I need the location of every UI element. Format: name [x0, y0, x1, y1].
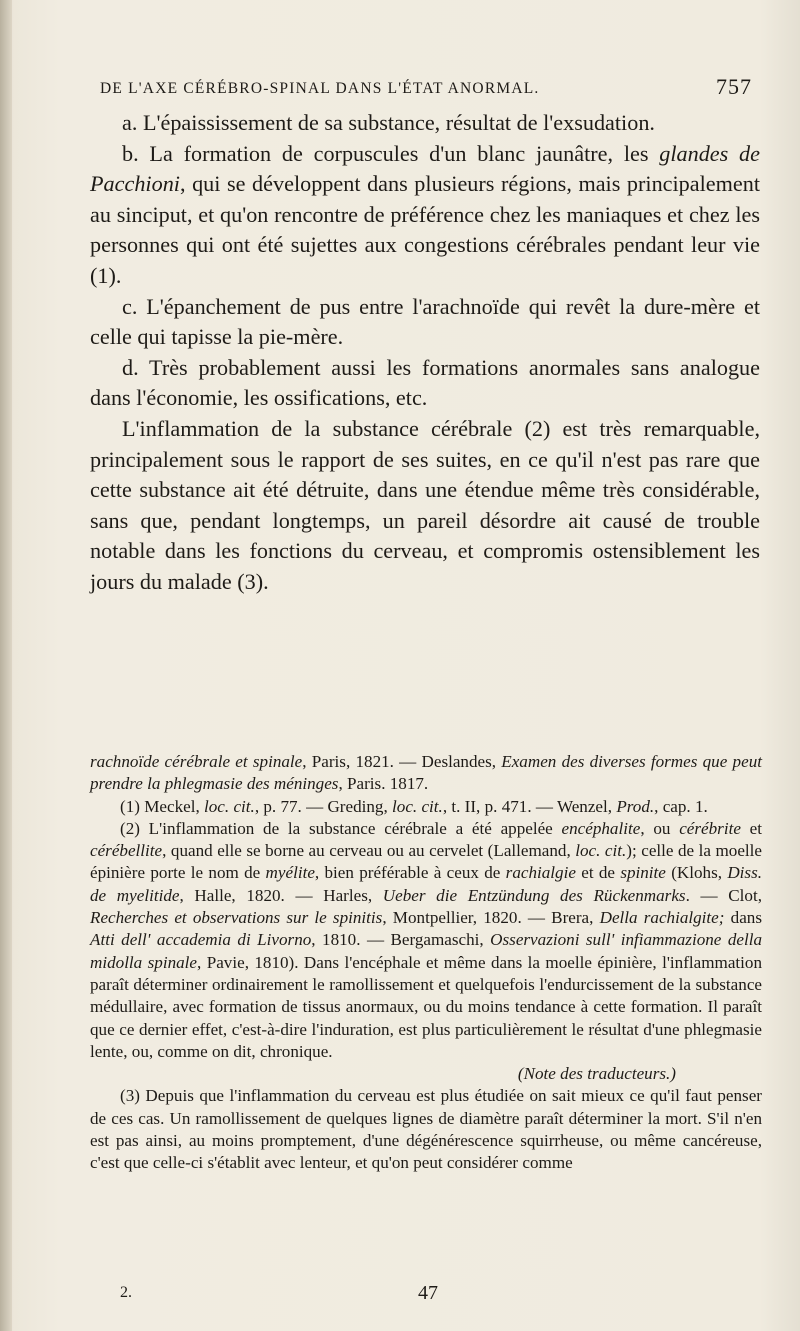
main-text [90, 108, 760, 598]
footnote-3: (3) Depuis que l'inflammation du cerveau est plus étudiée on sait mieux ce qu'il faut penser de ces cas. Un ramollissement de quelques lignes de diamètre paraît déterminer la mort. S'il n'en est pas ainsi, au moins promptement, d'une dégénérescence squirrheuse, ou même cancéreuse, c'est que celle-ci s'établit avec lenteur, et qu'on peut considérer comme [90, 1086, 762, 1173]
footnote-1: (1) Meckel, loc. cit., p. 77. — Greding, loc. cit., t. II, p. 471. — Wenzel, Prod., cap. 1. [120, 796, 708, 816]
footnote-2: (2) L'inflammation de la substance cérébrale a été appelée encéphalite, ou cérébrite et cérébellite, quand elle se borne au cerveau ou au cervelet (Lallemand, loc. cit.); celle de la moelle épinière porte le nom de myélite, bien préférable à ceux de rachialgie et de spinite (Klohs, Diss. de myelitide, Halle, 1820. — Harles, Ueber die Entzündung des Rückenmarks. — Clot, Recherches et observations sur le spinitis, Montpellier, 1820. — Brera, Della rachialgite; dans Atti dell' accademia di Livorno, 1810. — Bergamaschi, Osservazioni sull' infiammazione della midolla spinale, Pavie, 1810). Dans l'encéphale et même dans la moelle épinière, l'inflammation paraît déterminer ordinairement le ramollissement et quelquefois l'endurcissement de la substance médullaire, avec formation de tissus anormaux, ou du moins tendance à cette formation. Il paraît que ce dernier effet, c'est-à-dire l'induration, est plus particulièrement le résultat d'une phlegmasie lente, ou, comme on dit, chronique. [90, 818, 763, 1061]
running-head: DE L'AXE CÉRÉBRO-SPINAL DANS L'ÉTAT ANORMAL. [100, 80, 540, 97]
gathering-number: 47 [418, 1282, 438, 1304]
paragraph-inflammation: L'inflammation de la substance cérébrale (2) est très remarquable, principalement sous le rapport de ses suites, en ce qu'il n'est pas rare que cette substance ait été détruite, dans une étendue même très considérable, sans que, pendant longtemps, un pareil désordre ait causé de trouble notable dans les fonctions du cerveau, et compromis ostensiblement les jours du malade (3). [90, 415, 760, 594]
paragraph-a: a. L'épaississement de sa substance, résultat de l'exsudation. [122, 110, 655, 135]
page-header [92, 76, 752, 104]
footnote-continuation: rachnoïde cérébrale et spinale, Paris, 1821. — Deslandes, Examen des diverses formes que peut prendre la phlegmasie des méninges, Paris. 1817. [90, 752, 762, 794]
signature-mark: 2. [120, 1284, 132, 1301]
page-number: 757 [716, 74, 752, 99]
binding-gutter [0, 0, 12, 1331]
paragraph-d: d. Très probablement aussi les formations anormales sans analogue dans l'économie, les ossifications, etc. [90, 354, 760, 411]
paragraph-c: c. L'épanchement de pus entre l'arachnoïde qui revêt la dure-mère et celle qui tapisse la pie-mère. [90, 293, 760, 350]
translators-note: (Note des traducteurs.) [517, 1064, 676, 1084]
paragraph-b: b. La formation de corpuscules d'un blanc jaunâtre, les glandes de Pacchioni, qui se développent dans plusieurs régions, mais principalement au sinciput, et qu'on rencontre de préférence chez les maniaques et chez les personnes qui ont été sujettes aux congestions cérébrales pendant leur vie (1). [90, 140, 760, 288]
footnotes [90, 751, 762, 1175]
